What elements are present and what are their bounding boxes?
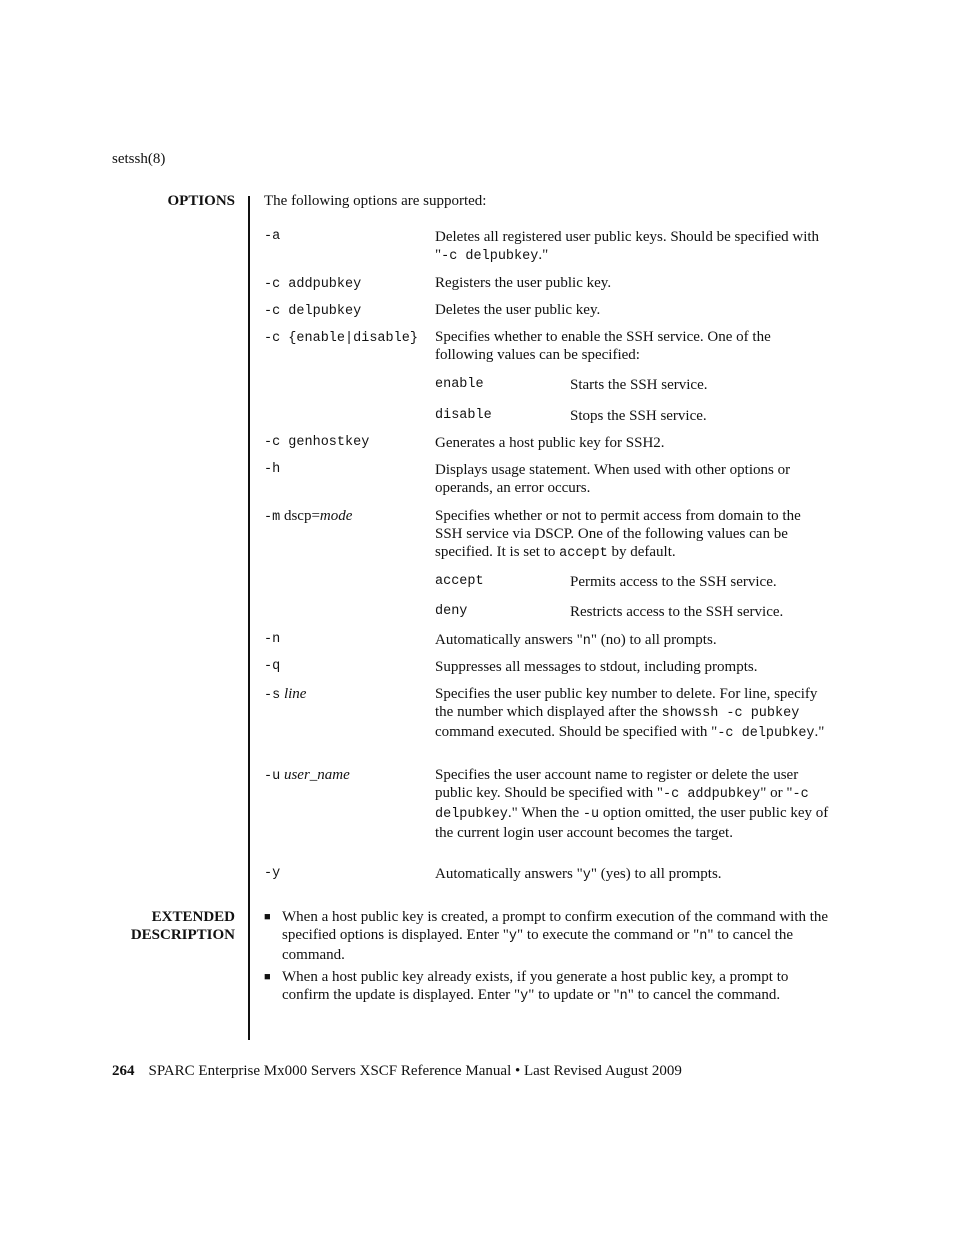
option-flag: -s line xyxy=(264,686,307,703)
bullet-square-icon: ■ xyxy=(264,911,271,923)
options-intro: The following options are supported: xyxy=(264,193,487,209)
extended-description-heading: EXTENDED DESCRIPTION xyxy=(130,909,235,943)
option-flag: -c addpubkey xyxy=(264,277,362,292)
option-description: Registers the user public key. xyxy=(435,275,612,291)
bullet-square-icon: ■ xyxy=(264,971,271,983)
option-description: Deletes the user public key. xyxy=(435,302,601,318)
manual-title: SPARC Enterprise Mx000 Servers XSCF Reference Manual • Last Revised August 2009 xyxy=(148,1063,682,1079)
option-description: Displays usage statement. When used with other options or operands, an error occurs. xyxy=(435,462,791,496)
options-heading: OPTIONS xyxy=(167,193,235,209)
option-flag: -c genhostkey xyxy=(264,435,370,450)
running-head: setssh(8) xyxy=(112,151,166,167)
option-description: Specifies the user public key number to delete. For line, specify the number which displayed after the showssh -c pubkey command executed. Should be specified with "-c delpubkey." xyxy=(435,686,825,741)
page-footer xyxy=(112,1062,682,1080)
option-flag: -c {enable|disable} xyxy=(264,331,418,346)
option-description: Specifies whether to enable the SSH service. One of the following values can be specified: xyxy=(435,329,771,363)
option-flag: -y xyxy=(264,866,281,881)
option-flag: -q xyxy=(264,659,281,674)
option-description: Deletes all registered user public keys. Should be specified with "-c delpubkey." xyxy=(435,229,820,264)
option-description: Automatically answers "n" (no) to all prompts. xyxy=(435,632,717,649)
option-description: Generates a host public key for SSH2. xyxy=(435,435,665,451)
option-flag: -c delpubkey xyxy=(264,304,362,319)
option-description: Suppresses all messages to stdout, including prompts. xyxy=(435,659,758,675)
option-flag: -n xyxy=(264,632,281,647)
option-description: Specifies whether or not to permit access from domain to the SSH service via DSCP. One of the following values can be specified. It is set to accept by default. xyxy=(435,508,801,561)
option-flag: -a xyxy=(264,229,281,244)
bullet-text: When a host public key already exists, if you generate a host public key, a prompt to confirm the update is displayed. Enter "y" to update or "n" to cancel the command. xyxy=(282,969,789,1004)
option-flag: -u user_name xyxy=(264,767,350,784)
section-rule xyxy=(248,196,250,1040)
option-description: Specifies the user account name to register or delete the user public key. Should be specified with "-c addpubkey" or "-c delpubkey." When the -u option omitted, the user public key of the current login user account becomes the target. xyxy=(435,767,829,841)
bullet-text: When a host public key is created, a prompt to confirm execution of the command with the specified options is displayed. Enter "y" to execute the command or "n" to cancel the command. xyxy=(282,909,829,963)
option-flag: -h xyxy=(264,462,281,477)
page-number: 264 xyxy=(112,1063,135,1079)
option-description: Automatically answers "y" (yes) to all prompts. xyxy=(435,866,722,883)
option-flag: -m dscp=mode xyxy=(264,508,353,525)
